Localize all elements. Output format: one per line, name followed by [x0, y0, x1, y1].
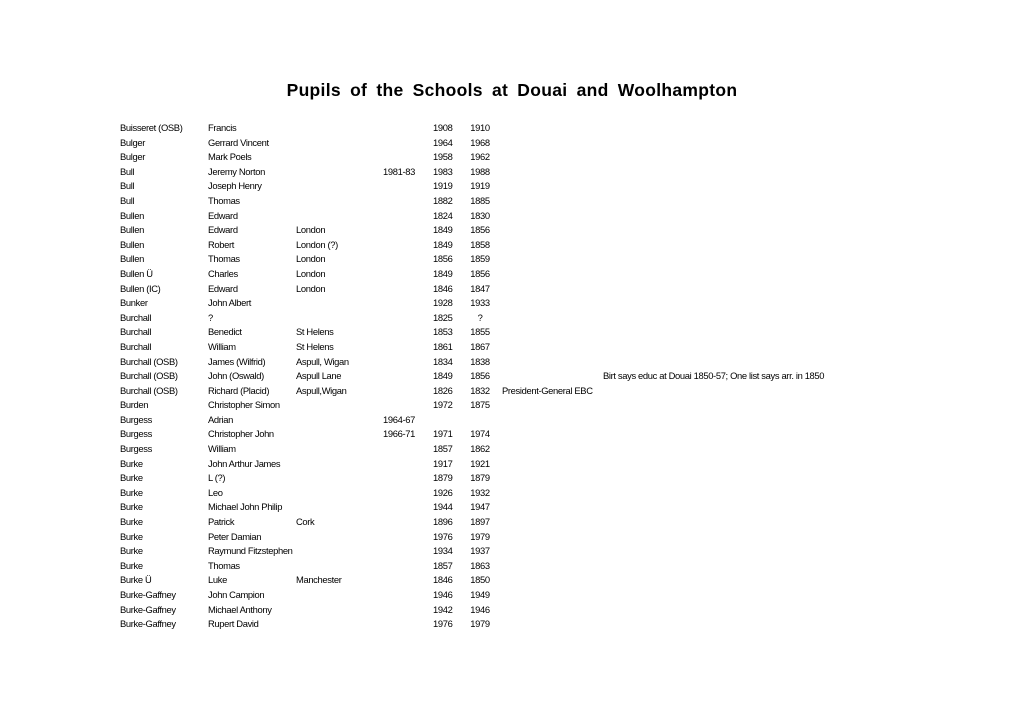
pupil-place: Manchester [296, 574, 342, 586]
pupil-surname: Burke [120, 486, 143, 498]
pupil-year-from: 1958 [433, 151, 453, 163]
pupil-place: London [296, 253, 326, 265]
pupil-year-to: 1885 [470, 194, 490, 206]
pupil-place: London (?) [296, 238, 338, 250]
pupil-forename: Raymund Fitzstephen [208, 545, 293, 557]
pupil-list [0, 120, 1024, 631]
pupil-year-from: 1976 [433, 530, 453, 542]
pupil-year-to: 1946 [470, 603, 490, 615]
pupil-year-to: 1830 [470, 209, 490, 221]
pupil-surname: Burke [120, 501, 143, 513]
pupil-year-to: 1850 [470, 574, 490, 586]
pupil-surname: Bulger [120, 136, 145, 148]
pupil-surname: Burke [120, 457, 143, 469]
pupil-row [0, 281, 1024, 296]
pupil-forename: Richard (Placid) [208, 384, 270, 396]
pupil-surname: Burgess [120, 428, 152, 440]
pupil-forename: Christopher Simon [208, 399, 280, 411]
pupil-row [0, 208, 1024, 223]
pupil-row [0, 178, 1024, 193]
pupil-year-from: 1856 [433, 253, 453, 265]
pupil-year-from: 1834 [433, 355, 453, 367]
pupil-row [0, 149, 1024, 164]
pupil-year-from: 1934 [433, 545, 453, 557]
pupil-year-to: 1855 [470, 326, 490, 338]
pupil-surname: Burchall (OSB) [120, 384, 178, 396]
pupil-forename: Adrian [208, 413, 233, 425]
pupil-row [0, 266, 1024, 281]
page-title: Pupils of the Schools at Douai and Woolhampton [286, 80, 738, 100]
pupil-forename: John Albert [208, 297, 252, 309]
pupil-row [0, 558, 1024, 573]
pupil-year-to: 1858 [470, 238, 490, 250]
pupil-forename: Peter Damian [208, 530, 262, 542]
pupil-surname: Burke [120, 559, 143, 571]
pupil-row [0, 412, 1024, 427]
pupil-year-from: 1908 [433, 122, 453, 133]
pupil-year-to: 1859 [470, 253, 490, 265]
pupil-forename: Leo [208, 486, 223, 498]
pupil-surname: Burchall [120, 340, 152, 352]
pupil-place: St Helens [296, 326, 334, 338]
pupil-year-from: 1853 [433, 326, 453, 338]
pupil-surname: Bullen Ü [120, 267, 153, 279]
pupil-row [0, 120, 1024, 135]
pupil-row [0, 354, 1024, 369]
pupil-surname: Bullen [120, 209, 144, 221]
pupil-row [0, 397, 1024, 412]
pupil-year-to: 1919 [470, 180, 490, 192]
pupil-surname: Burke-Gaffney [120, 589, 176, 600]
pupil-row [0, 602, 1024, 617]
pupil-row [0, 193, 1024, 208]
pupil-row [0, 543, 1024, 558]
pupil-year-to: 1910 [470, 122, 490, 133]
pupil-surname: Bull [120, 165, 135, 177]
pupil-forename: L (?) [208, 472, 226, 484]
pupil-year-from: 1879 [433, 472, 453, 484]
pupil-surname: Burden [120, 399, 149, 411]
pupil-forename: Joseph Henry [208, 180, 262, 192]
pupil-year-from: 1857 [433, 559, 453, 571]
pupil-forename: Thomas [208, 253, 240, 265]
pupil-year-from: 1846 [433, 282, 453, 294]
pupil-place: Cork [296, 516, 315, 528]
pupil-prep-years: 1981-83 [383, 165, 415, 177]
pupil-row [0, 324, 1024, 339]
pupil-surname: Burgess [120, 443, 152, 455]
pupil-surname: Burke-Gaffney [120, 603, 176, 615]
pupil-year-to: 1933 [470, 297, 490, 309]
pupil-row [0, 456, 1024, 471]
pupil-forename: Edward [208, 209, 238, 221]
pupil-year-to: 1968 [470, 136, 490, 148]
pupil-forename: Christopher John [208, 428, 274, 440]
pupil-year-to: 1979 [470, 618, 490, 630]
pupil-forename: Thomas [208, 559, 240, 571]
pupil-year-to: 1875 [470, 399, 490, 411]
pupil-surname: Bullen (IC) [120, 282, 161, 294]
pupil-row [0, 339, 1024, 354]
pupil-forename: ? [208, 311, 213, 323]
pupil-year-from: 1946 [433, 589, 453, 600]
pupil-surname: Burke [120, 530, 143, 542]
pupil-surname: Burke [120, 545, 143, 557]
pupil-place: Aspull Lane [296, 370, 342, 382]
pupil-place: St Helens [296, 340, 334, 352]
pupil-surname: Bull [120, 180, 135, 192]
pupil-year-from: 1928 [433, 297, 453, 309]
pupil-forename: John Campion [208, 589, 265, 600]
pupil-year-from: 1824 [433, 209, 453, 221]
pupil-year-to: 1847 [470, 282, 490, 294]
pupil-forename: Gerrard Vincent [208, 136, 269, 148]
pupil-surname: Burchall [120, 326, 152, 338]
pupil-forename: Robert [208, 238, 235, 250]
pupil-year-to: 1838 [470, 355, 490, 367]
pupil-year-from: 1849 [433, 267, 453, 279]
pupil-row [0, 616, 1024, 631]
pupil-year-from: 1849 [433, 370, 453, 382]
pupil-prep-years: 1964-67 [383, 413, 415, 425]
pupil-year-from: 1964 [433, 136, 453, 148]
pupil-year-to: 1832 [470, 384, 490, 396]
pupil-row [0, 237, 1024, 252]
pupil-forename: Edward [208, 282, 238, 294]
pupil-year-from: 1942 [433, 603, 453, 615]
pupil-year-from: 1849 [433, 224, 453, 236]
pupil-surname: Burchall (OSB) [120, 370, 178, 382]
pupil-year-to: 1863 [470, 559, 490, 571]
pupil-forename: William [208, 340, 236, 352]
pupil-row [0, 222, 1024, 237]
pupil-year-from: 1846 [433, 574, 453, 586]
pupil-forename: Mark Poels [208, 151, 252, 163]
pupil-year-to: 1937 [470, 545, 490, 557]
pupil-year-from: 1896 [433, 516, 453, 528]
pupil-forename: Charles [208, 267, 238, 279]
pupil-year-from: 1861 [433, 340, 453, 352]
pupil-forename: Francis [208, 122, 237, 133]
pupil-year-to: 1921 [470, 457, 490, 469]
pupil-year-from: 1919 [433, 180, 453, 192]
pupil-forename: John (Oswald) [208, 370, 264, 382]
pupil-year-from: 1972 [433, 399, 453, 411]
pupil-row [0, 368, 1024, 383]
pupil-forename: Benedict [208, 326, 242, 338]
pupil-row [0, 295, 1024, 310]
pupil-place: Aspull, Wigan [296, 355, 349, 367]
pupil-year-to: 1856 [470, 224, 490, 236]
pupil-forename: Rupert David [208, 618, 259, 630]
pupil-year-to: 1879 [470, 472, 490, 484]
pupil-year-from: 1882 [433, 194, 453, 206]
pupil-forename: Patrick [208, 516, 235, 528]
pupil-year-from: 1944 [433, 501, 453, 513]
pupil-forename: Edward [208, 224, 238, 236]
pupil-row [0, 164, 1024, 179]
pupil-forename: Michael John Philip [208, 501, 283, 513]
pupil-prep-years: 1966-71 [383, 428, 415, 440]
pupil-surname: Bullen [120, 238, 144, 250]
pupil-year-to: 1974 [470, 428, 490, 440]
pupil-row [0, 426, 1024, 441]
pupil-row [0, 383, 1024, 398]
pupil-row [0, 572, 1024, 587]
pupil-surname: Burke [120, 516, 143, 528]
pupil-row [0, 135, 1024, 150]
pupil-year-from: 1917 [433, 457, 453, 469]
pupil-surname: Bullen [120, 224, 144, 236]
pupil-year-from: 1971 [433, 428, 453, 440]
pupil-remarks: Birt says educ at Douai 1850-57; One list says arr. in 1850 [603, 370, 825, 382]
pupil-surname: Burchall (OSB) [120, 355, 178, 367]
pupil-forename: Michael Anthony [208, 603, 272, 615]
pupil-row [0, 529, 1024, 544]
pupil-year-from: 1849 [433, 238, 453, 250]
pupil-year-from: 1926 [433, 486, 453, 498]
pupil-year-to: 1856 [470, 267, 490, 279]
pupil-year-from: 1983 [433, 165, 453, 177]
pupil-surname: Bunker [120, 297, 148, 309]
pupil-forename: Luke [208, 574, 227, 586]
pupil-place: Aspull,Wigan [296, 384, 347, 396]
pupil-surname: Bullen [120, 253, 144, 265]
pupil-row [0, 441, 1024, 456]
pupil-year-to: 1962 [470, 151, 490, 163]
pupil-year-to: 1947 [470, 501, 490, 513]
pupil-surname: Burke-Gaffney [120, 618, 176, 630]
pupil-surname: Buisseret (OSB) [120, 122, 183, 133]
pupil-year-to: 1856 [470, 370, 490, 382]
pupil-forename: James (Wilfrid) [208, 355, 266, 367]
pupil-row [0, 514, 1024, 529]
pupil-row [0, 470, 1024, 485]
pupil-year-to: 1867 [470, 340, 490, 352]
pupil-year-from: 1826 [433, 384, 453, 396]
pupil-year-from: 1825 [433, 311, 453, 323]
pupil-row [0, 251, 1024, 266]
pupil-surname: Burchall [120, 311, 152, 323]
pupil-surname: Burgess [120, 413, 152, 425]
pupil-year-to: 1949 [470, 589, 490, 600]
pupil-note: President-General EBC [502, 384, 593, 396]
pupil-row [0, 310, 1024, 325]
pupil-year-to: ? [477, 311, 483, 323]
pupil-place: London [296, 267, 326, 279]
pupil-surname: Bull [120, 194, 135, 206]
pupil-surname: Burke [120, 472, 143, 484]
pupil-year-from: 1976 [433, 618, 453, 630]
pupil-forename: Thomas [208, 194, 240, 206]
pupil-year-to: 1988 [470, 165, 490, 177]
pupil-year-to: 1979 [470, 530, 490, 542]
pupil-surname: Bulger [120, 151, 145, 163]
pupil-year-to: 1862 [470, 443, 490, 455]
pupil-place: London [296, 224, 326, 236]
pupil-place: London [296, 282, 326, 294]
pupil-forename: William [208, 443, 236, 455]
pupil-row [0, 499, 1024, 514]
pupil-year-to: 1932 [470, 486, 490, 498]
pupil-year-to: 1897 [470, 516, 490, 528]
pupil-year-from: 1857 [433, 443, 453, 455]
pupil-row [0, 485, 1024, 500]
pupil-row [0, 587, 1024, 602]
pupil-forename: Jeremy Norton [208, 165, 265, 177]
pupil-forename: John Arthur James [208, 457, 281, 469]
pupil-surname: Burke Ü [120, 574, 152, 586]
